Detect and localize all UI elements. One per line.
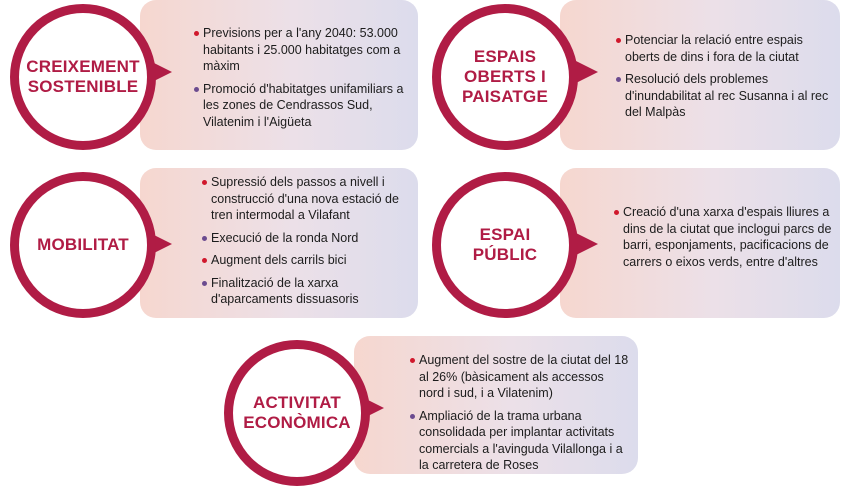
list-item: Resolució dels problemes d'inundabilitat al rec Susanna i al rec del Malpàs <box>616 71 832 121</box>
list-item: Ampliació de la trama urbana consolidada per implantar activitats comercials a l'avinguda Vilallonga i a la carretera de Roses <box>410 408 630 474</box>
circle-mobilitat <box>10 172 156 318</box>
circle-activitat-economica <box>224 340 370 486</box>
list-item: Augment dels carrils bici <box>202 252 408 269</box>
bullet-icon <box>202 236 207 241</box>
bullet-icon <box>614 210 619 215</box>
list-item: Execució de la ronda Nord <box>202 230 408 247</box>
section-title: ESPAIS OBERTS I PAISATGE <box>462 47 548 106</box>
text-espais-oberts <box>616 32 832 127</box>
bullet-icon <box>194 87 199 92</box>
list-item: Supressió dels passos a nivell i construcció d'una nova estació de tren intermodal a Vilafant <box>202 174 408 224</box>
text-espai-public <box>614 204 832 276</box>
bullet-icon <box>202 258 207 263</box>
list-item: Augment del sostre de la ciutat del 18 al 26% (bàsicament als accessos nord i sud, i a Vilatenim) <box>410 352 630 402</box>
text-creixement-sostenible <box>194 25 408 136</box>
bullet-icon <box>202 180 207 185</box>
bullet-icon <box>616 77 621 82</box>
circle-espai-public <box>432 172 578 318</box>
section-title: CREIXEMENT SOSTENIBLE <box>26 57 140 96</box>
bullet-icon <box>616 38 621 43</box>
list-item: Previsions per a l'any 2040: 53.000 habitants i 25.000 habitatges com a màxim <box>194 25 408 75</box>
list-item: Creació d'una xarxa d'espais lliures a dins de la ciutat que inclogui parcs de barri, esponjaments, pacificacions de carrers o eixos verds, entre d'altres <box>614 204 832 270</box>
circle-creixement-sostenible <box>10 4 156 150</box>
bullet-icon <box>202 281 207 286</box>
circle-espais-oberts <box>432 4 578 150</box>
text-activitat-economica <box>410 352 630 480</box>
text-mobilitat <box>202 174 408 314</box>
bullet-icon <box>194 31 199 36</box>
list-item: Finalització de la xarxa d'aparcaments dissuasoris <box>202 275 408 308</box>
bullet-icon <box>410 414 415 419</box>
section-title: MOBILITAT <box>37 235 129 254</box>
list-item: Promoció d'habitatges unifamiliars a les zones de Cendrassos Sud, Vilatenim i l'Aigüeta <box>194 81 408 131</box>
section-title: ACTIVITAT ECONÒMICA <box>243 393 351 432</box>
bullet-icon <box>410 358 415 363</box>
section-title: ESPAI PÚBLIC <box>472 225 538 264</box>
list-item: Potenciar la relació entre espais oberts de dins i fora de la ciutat <box>616 32 832 65</box>
